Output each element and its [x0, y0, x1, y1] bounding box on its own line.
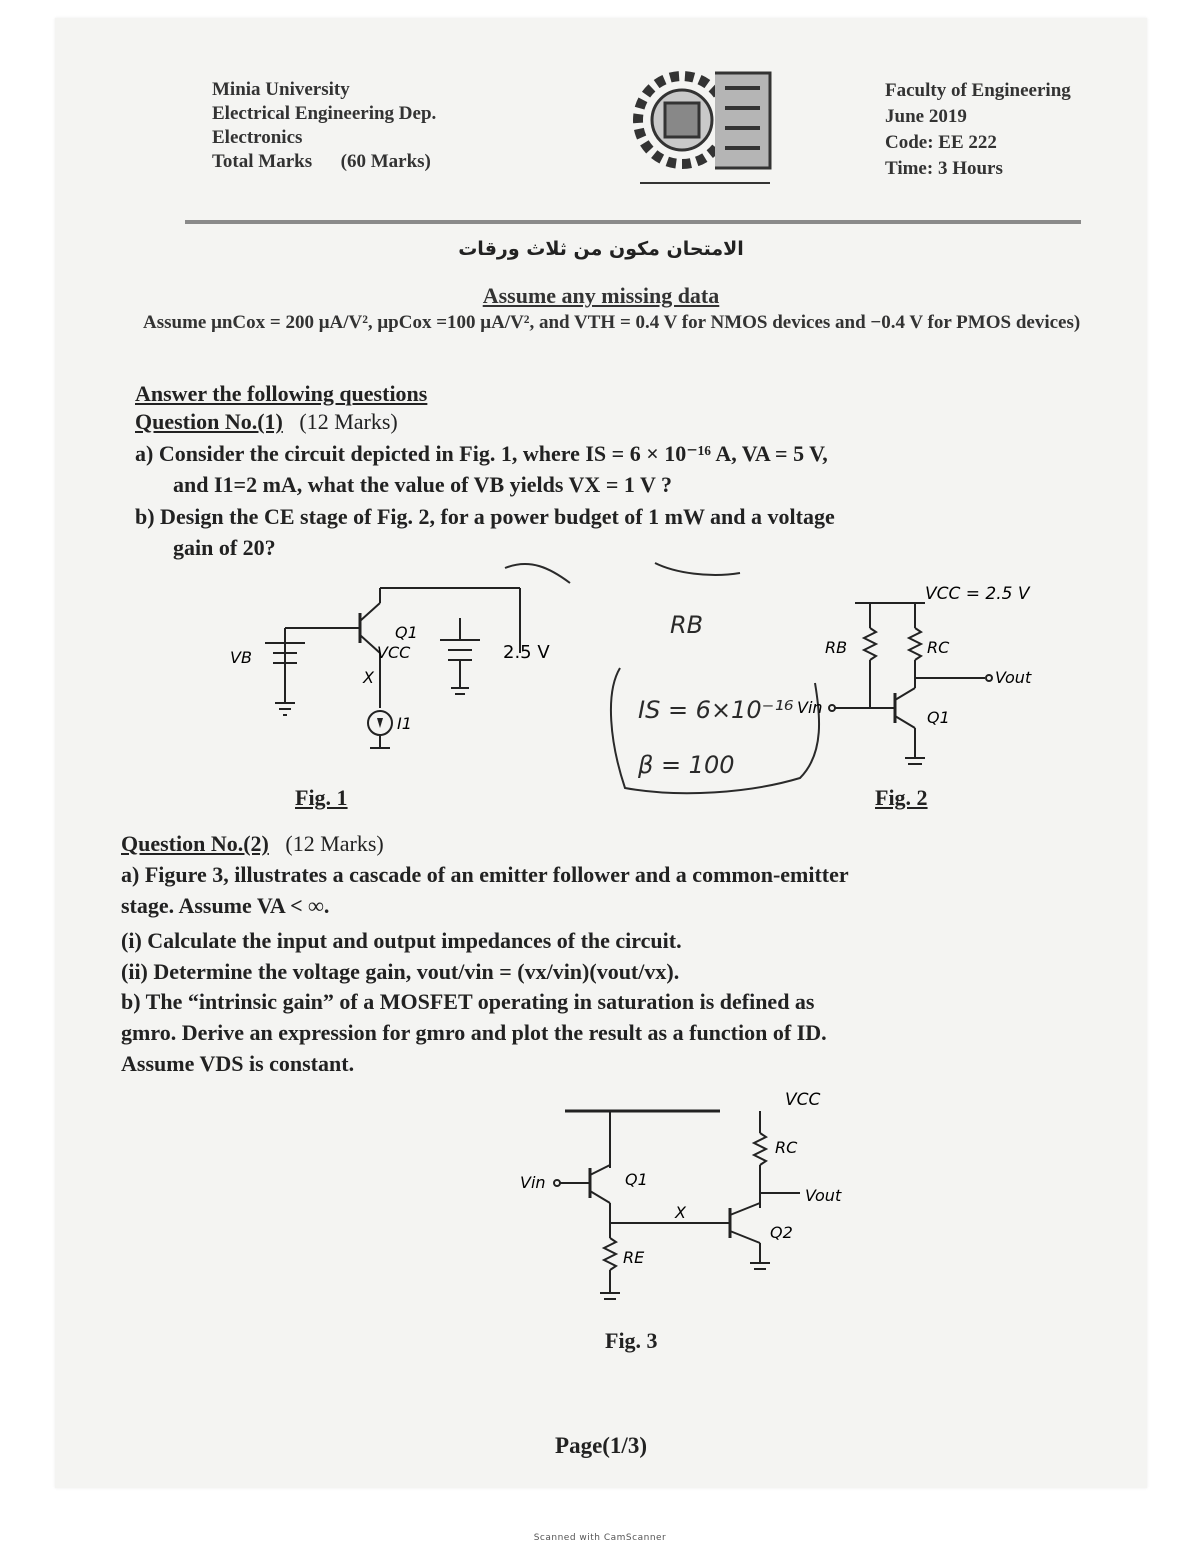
- question-2b: b) The “intrinsic gain” of a MOSFET operating in saturation is defined as gmro. Derive an expression for gmro and plot the result as a function of ID. Assume VDS is constant.: [121, 989, 827, 1076]
- question-2a-i: (i) Calculate the input and output impedances of the circuit.: [121, 928, 682, 953]
- fig1-i1-label: I1: [397, 714, 412, 733]
- fig2-rc-label: RC: [927, 638, 950, 657]
- fig3-x-label: X: [675, 1203, 686, 1222]
- arabic-note: الامتحان مكون من ثلاث ورقات: [458, 238, 744, 260]
- figure-2-caption: Fig. 2: [875, 785, 928, 810]
- exam-time: Time: 3 Hours: [885, 158, 1003, 179]
- header-divider: [185, 220, 1081, 224]
- total-marks-value: (60 Marks): [340, 151, 431, 172]
- handwritten-rb: RB: [670, 611, 704, 639]
- fig3-vin-label: Vin: [520, 1173, 546, 1192]
- total-marks: [212, 150, 436, 174]
- fig1-vcc-label: VCC: [377, 643, 411, 662]
- fig3-re-label: RE: [623, 1248, 645, 1267]
- fig1-vb-label: VB: [230, 648, 252, 667]
- figure-2-circuit: [795, 583, 1125, 783]
- faculty-name: Faculty of Engineering: [885, 80, 1071, 101]
- fig3-vcc-label: VCC: [785, 1090, 821, 1110]
- question-1b: b) Design the CE stage of Fig. 2, for a power budget of 1 mW and a voltage gain of 20?: [135, 504, 835, 560]
- figure-1-caption: Fig. 1: [295, 785, 348, 810]
- course-name: Electronics: [212, 127, 303, 148]
- fig3-rc-label: RC: [775, 1138, 798, 1157]
- header-right: [885, 78, 1071, 182]
- figure-1-vcc-source: [375, 618, 585, 698]
- total-marks-label: Total Marks: [212, 151, 313, 172]
- handwritten-is: IS = 6×10⁻¹⁶: [638, 696, 794, 724]
- question-1a: a) Consider the circuit depicted in Fig. 1, where IS = 6 × 10⁻¹⁶ A, VA = 5 V, and I1=2 mA, what the value of VB yields VX = 1 V ?: [135, 441, 828, 497]
- scanner-watermark: Scanned with CamScanner: [533, 1533, 667, 1543]
- answer-heading: Answer the following questions: [135, 381, 428, 406]
- fig2-vout-label: Vout: [995, 668, 1032, 687]
- fig2-vin-label: Vin: [797, 698, 823, 717]
- handwritten-beta: β = 100: [638, 751, 735, 779]
- fig1-vcc-value: 2.5 V: [503, 642, 550, 663]
- fig3-q2-label: Q2: [770, 1223, 793, 1242]
- course-code: Code: EE 222: [885, 132, 997, 153]
- figure-3-caption: Fig. 3: [605, 1328, 658, 1353]
- fig1-x-label: X: [363, 668, 374, 687]
- assume-heading: Assume any missing data: [482, 283, 720, 308]
- question-2a-ii: (ii) Determine the voltage gain, vout/vin = (vx/vin)(vout/vx).: [121, 959, 680, 984]
- page-number: Page(1/3): [555, 1433, 647, 1458]
- faculty-logo: [620, 58, 780, 188]
- question-2-title: Question No.(2) (12 Marks): [121, 831, 384, 856]
- university-name: Minia University: [212, 79, 350, 100]
- fig2-rb-label: RB: [825, 638, 848, 657]
- device-constants: Assume μnCox = 200 μA/V², μpCox =100 μA/V², and VTH = 0.4 V for NMOS devices and −0.4 V for PMOS devices): [143, 312, 1081, 333]
- question-1-title: Question No.(1) (12 Marks): [135, 409, 398, 434]
- header-left: [212, 78, 436, 174]
- exam-date: June 2019: [885, 106, 967, 127]
- fig3-q1-label: Q1: [625, 1170, 648, 1189]
- figure-3-circuit: [475, 1090, 842, 1318]
- fig3-vout-label: Vout: [805, 1186, 842, 1205]
- department-name: Electrical Engineering Dep.: [212, 103, 437, 124]
- fig2-vcc-label: VCC = 2.5 V: [925, 584, 1030, 604]
- exam-sheet: [55, 18, 1147, 1488]
- question-2a: a) Figure 3, illustrates a cascade of an emitter follower and a common-emitter stage. Assume VA < ∞.: [121, 862, 849, 918]
- fig1-q1-label: Q1: [395, 623, 418, 642]
- fig2-q1-label: Q1: [927, 708, 950, 727]
